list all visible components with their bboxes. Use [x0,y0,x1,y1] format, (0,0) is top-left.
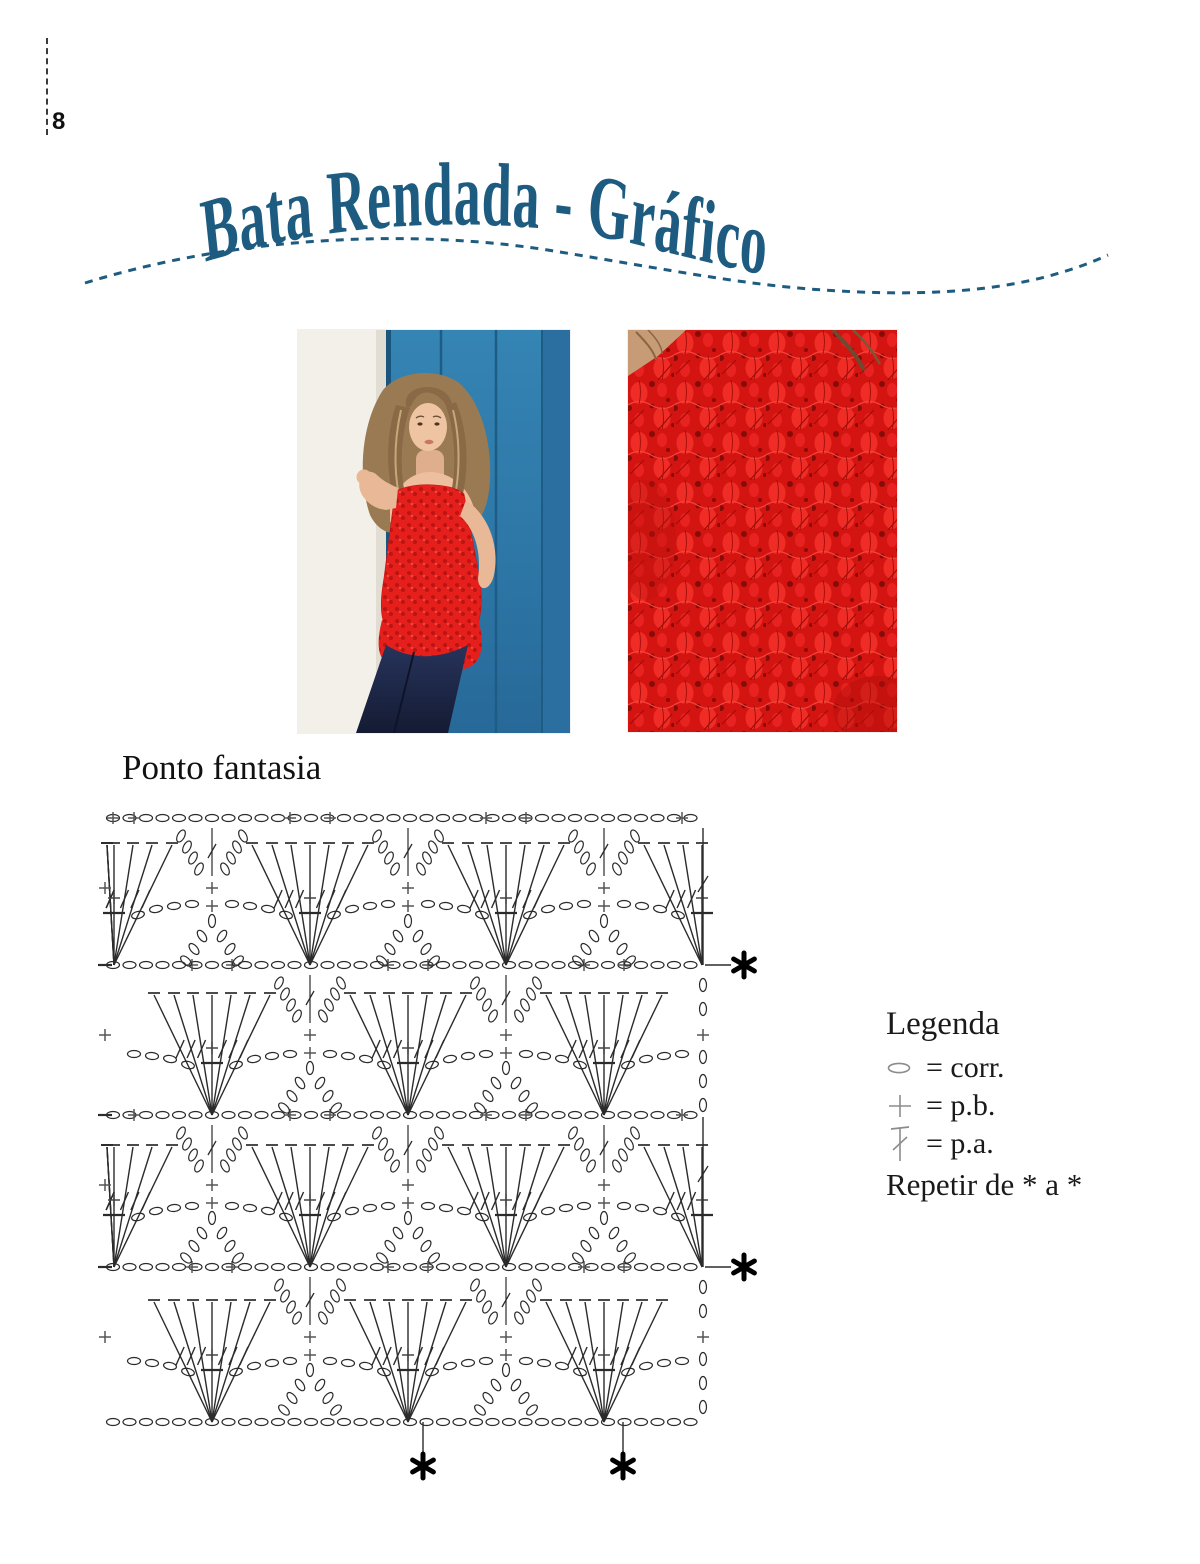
single-crochet-plus-icon [886,1093,920,1119]
model-photo [298,330,570,733]
repeat-asterisk-bottom-left [413,1454,434,1478]
legend [886,1006,1156,1203]
lace-detail-photo [628,330,897,732]
page-title: Bata Rendada - Gráfico [196,145,772,296]
legend-title: Legenda [886,1006,1000,1042]
margin-dashed-rule [46,38,48,135]
legend-item-pa [886,1125,1156,1163]
chain-oval-icon [886,1059,920,1077]
double-crochet-icon [886,1124,920,1164]
legend-note: Repetir de * a * [886,1167,1083,1202]
legend-item-pb [886,1087,1156,1125]
legend-label-pb: = p.b. [926,1089,996,1122]
stitch-section-label: Ponto fantasia [122,748,322,787]
crochet-stitch-chart [85,800,765,1500]
repeat-asterisk-bottom-right [613,1454,634,1478]
repeat-asterisk-right-bottom [734,1255,755,1279]
legend-label-corr: = corr. [926,1051,1005,1084]
repeat-asterisk-right-top [734,953,755,977]
title-banner [70,145,1140,330]
legend-label-pa: = p.a. [926,1127,994,1160]
svg-text:Bata Rendada - Gráfico [197,146,772,296]
page-number: 8 [52,108,66,135]
legend-item-corr [886,1049,1156,1087]
